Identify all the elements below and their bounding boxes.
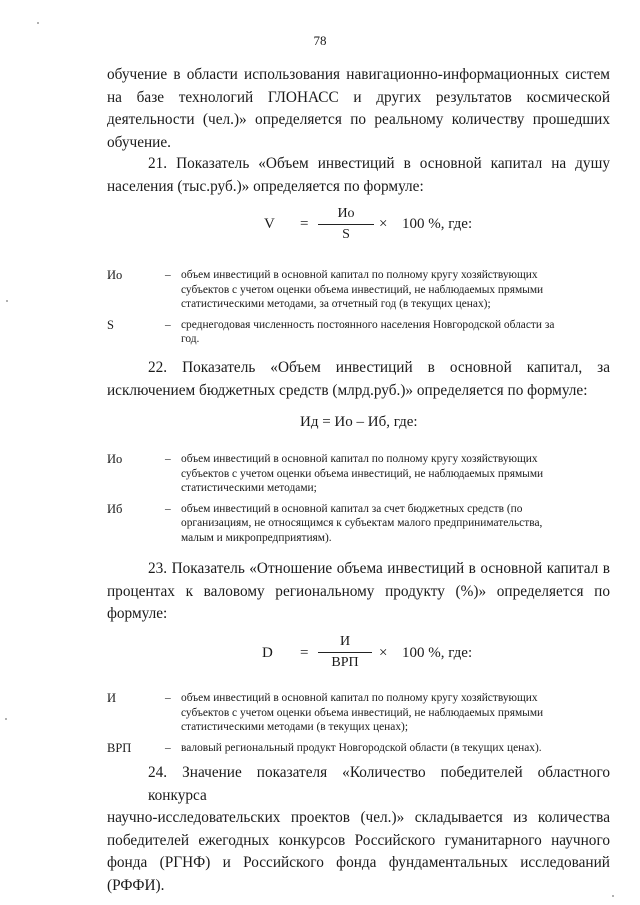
text-line: исключением бюджетных средств (млрд.руб.)» определяется по формуле:	[107, 381, 588, 399]
definition-text	[181, 452, 615, 496]
definition-line: статистическими методами;	[181, 482, 317, 494]
formula-equals: =	[300, 645, 309, 661]
definition-dash: –	[165, 269, 171, 281]
formula-times: ×	[379, 645, 388, 661]
fraction-denominator: ВРП	[331, 655, 359, 670]
text-line: обучение в области использования навигационно-информационных систем	[107, 66, 610, 83]
definition-line: организациям, не относящимся к субъектам малого предпринимательства,	[181, 517, 543, 529]
fraction-numerator: Ио	[318, 205, 374, 225]
definition-symbol: И	[107, 691, 117, 705]
text-line: фонда (РГНФ) и Российского фонда фундаментальных исследований (РФФИ).	[107, 854, 610, 894]
paragraph-22	[107, 357, 610, 402]
fraction-denominator: S	[342, 227, 350, 242]
definition-line: объем инвестиций в основной капитал по полному кругу хозяйствующих	[181, 692, 538, 704]
definition-text	[181, 318, 615, 347]
definition-line: субъектов с учетом оценки объема инвестиций, не наблюдаемых прямыми	[181, 706, 544, 719]
text-line: обучение.	[107, 133, 171, 151]
page-number: 78	[313, 33, 327, 48]
definition-symbol: Ио	[107, 452, 123, 466]
definition-line: объем инвестиций в основной капитал по полному кругу хозяйствующих	[181, 453, 538, 465]
definition-dash: –	[165, 692, 171, 704]
definition-dash: –	[165, 502, 171, 515]
formula-fraction	[318, 205, 374, 245]
definition-text	[181, 691, 615, 735]
formula-lhs: V	[264, 216, 275, 232]
definition-symbol: Иб	[107, 501, 123, 516]
fraction-numerator: И	[318, 633, 372, 653]
definitions-21	[107, 268, 615, 353]
definitions-22	[107, 452, 615, 551]
text-line: 23. Показатель «Отношение объема инвестиций в основной капитал в	[148, 560, 610, 577]
paragraph-24	[107, 762, 610, 897]
definition-symbol: ВРП	[107, 740, 132, 755]
definition-line: год.	[181, 333, 200, 345]
definition-line: субъектов с учетом оценки объема инвестиций, не наблюдаемых прямыми	[181, 467, 544, 480]
formula-rhs: 100 %, где:	[402, 645, 473, 661]
definition-dash: –	[165, 318, 171, 331]
text-line: научно-исследовательских проектов (чел.)» складывается из количества	[107, 809, 610, 826]
formula-22: Ид = Ио – Иб, где:	[300, 414, 418, 430]
definitions-23	[107, 691, 615, 761]
paragraph-21	[107, 153, 610, 198]
definition-row	[107, 691, 615, 735]
definition-dash: –	[165, 741, 171, 754]
formula-equals: =	[300, 216, 309, 232]
definition-line: субъектов с учетом оценки объема инвестиций, не наблюдаемых прямыми	[181, 283, 544, 296]
scan-speck	[612, 895, 614, 897]
text-line: на базе технологий ГЛОНАСС и других результатов космической	[107, 88, 610, 106]
definition-dash: –	[165, 453, 171, 465]
text-line: формуле:	[107, 605, 168, 622]
definition-text	[181, 268, 615, 312]
scan-speck	[37, 22, 39, 24]
formula-lhs: D	[262, 645, 273, 661]
text-line: 21. Показатель «Объем инвестиций в основной капитал на душу	[148, 155, 610, 172]
text-line: деятельности (чел.)» определяется по реальному количеству прошедших	[107, 111, 610, 128]
definition-row	[107, 268, 615, 312]
definition-text	[181, 741, 615, 756]
definition-line: объем инвестиций в основной капитал по полному кругу хозяйствующих	[181, 269, 538, 281]
definition-text	[181, 502, 615, 546]
definition-row	[107, 318, 615, 347]
definition-row	[107, 452, 615, 496]
definition-line: малым и микропредприятиям).	[181, 531, 332, 544]
definition-line: валовый региональный продукт Новгородской области (в текущих ценах).	[181, 741, 542, 754]
definition-line: статистическими методами (в текущих ценах);	[181, 721, 408, 733]
definition-symbol: Ио	[107, 268, 123, 282]
paragraph-23	[107, 558, 610, 626]
scan-speck	[6, 300, 8, 302]
scan-speck	[5, 718, 7, 720]
text-line: 24. Значение показателя «Количество победителей областного конкурса	[148, 764, 610, 804]
definition-line: среднегодовая численность постоянного населения Новгородской области за	[181, 318, 555, 331]
text-line: победителей ежегодных конкурсов Российского гуманитарного научного	[107, 831, 610, 849]
definition-line: статистическими методами, за отчетный год (в текущих ценах);	[181, 298, 491, 310]
formula-fraction	[318, 633, 372, 673]
formula-rhs: 100 %, где:	[402, 216, 473, 232]
formula-times: ×	[379, 216, 388, 232]
definition-row	[107, 502, 615, 546]
paragraph-intro	[107, 64, 610, 154]
definition-line: объем инвестиций в основной капитал за счет бюджетных средств (по	[181, 502, 523, 515]
text-line: процентах к валовому региональному продукту (%)» определяется по	[107, 582, 610, 600]
text-line: 22. Показатель «Объем инвестиций в основной капитал, за	[148, 359, 610, 376]
definition-row	[107, 741, 615, 756]
definition-symbol: S	[107, 317, 114, 332]
text-line: населения (тыс.руб.)» определяется по формуле:	[107, 177, 424, 195]
